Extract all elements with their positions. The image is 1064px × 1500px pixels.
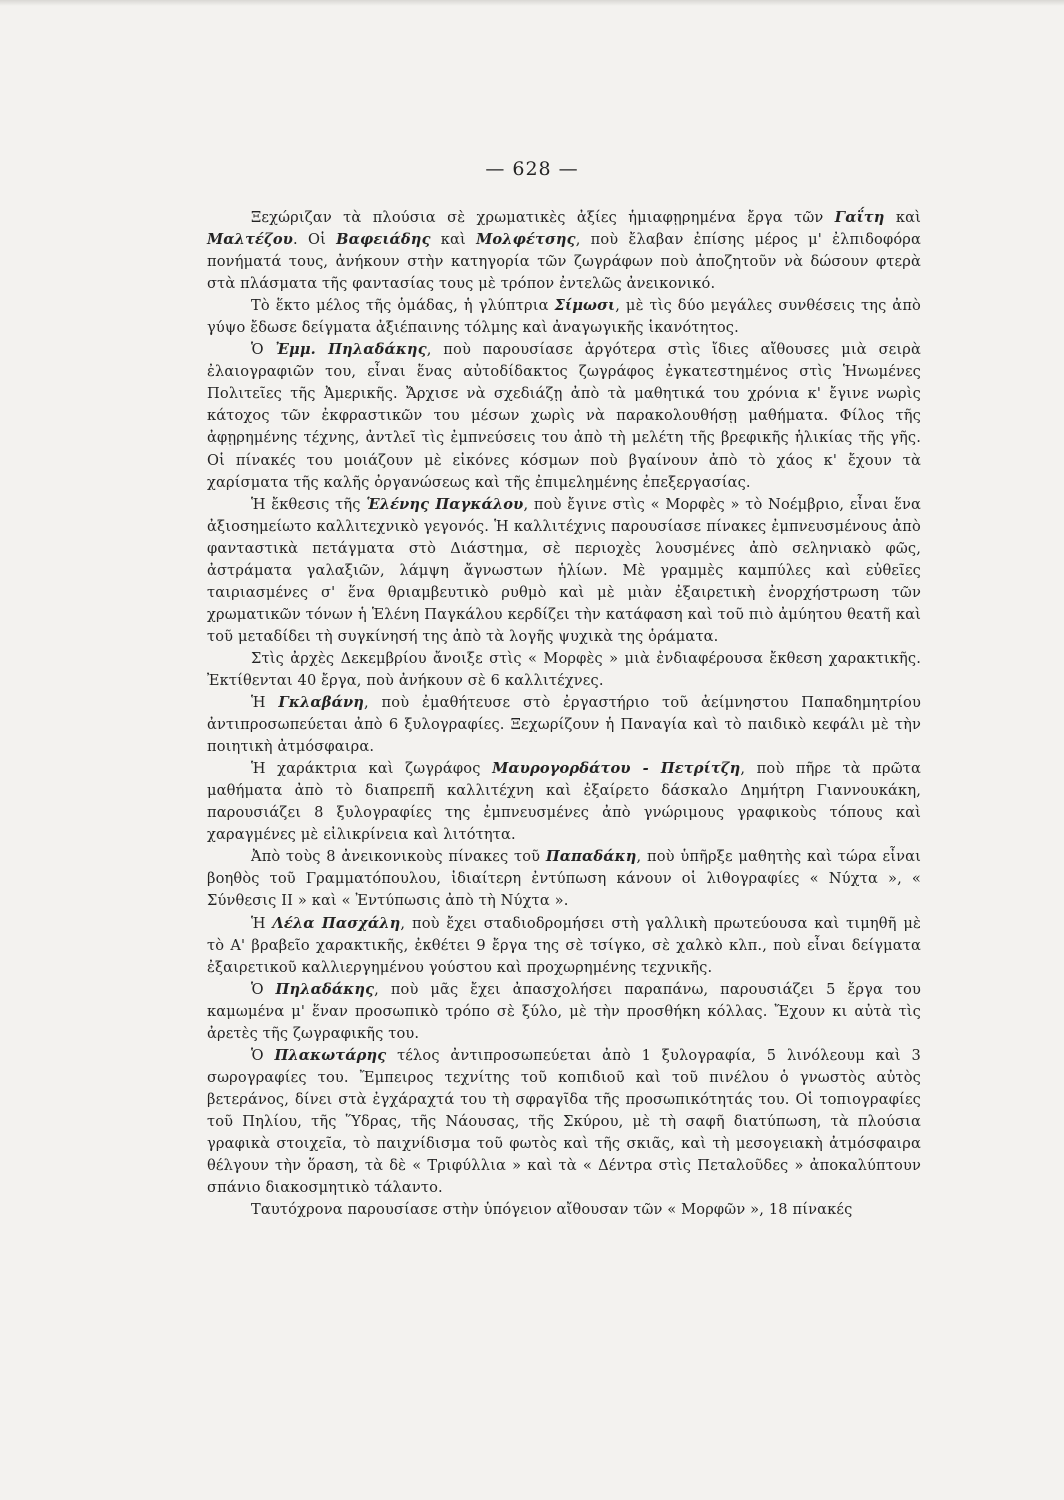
text-run: , ποὺ παρουσίασε ἀργότερα στὶς ἴδιες αἴθουσες μιὰ σειρὰ ἐλαιογραφιῶν του, εἶναι ἕνας αὐτοδίδακτος ζωγράφος ἐγκατεστημένος στὶς Ἡνωμένες Πολιτεῖες τῆς Ἀμερικῆς. Ἄρχισε νὰ σχεδιάζῃ ἀπὸ τὰ μαθητικά του χρόνια κ' ἔγινε νωρὶς κάτοχος τῶν ἐκφραστικῶν του μέσων χωρὶς νὰ παρακολουθήσῃ μαθήματα. Φίλος τῆς ἀφῃρημένης τέχνης, ἀντλεῖ τὶς ἐμπνεύσεις του ἀπὸ τὴ μελέτη τῆς βρεφικῆς ἡλικίας τῆς γῆς. Οἱ πίνακές του μοιάζουν μὲ εἰκόνες κόσμων ποὺ βγαίνουν ἀπὸ τὸ χάος κ' ἔχουν τὰ χαρίσματα τῆς καλῆς ὀργανώσεως καὶ τῆς ἐπιμελημένης ἐπεξεργασίας. <box>207 341 921 491</box>
paragraph-p5 <box>207 648 921 692</box>
text-run: Ἡ χαράκτρια καὶ ζωγράφος <box>251 760 493 778</box>
text-run: καὶ <box>884 209 921 226</box>
text-run: , ποὺ ἔγινε στὶς « Μορφὲς » τὸ Νοέμβριο, εἶναι ἕνα ἀξιοσημείωτο καλλιτεχνικὸ γεγονός. Ἡ καλλιτέχνις παρουσίασε πίνακες ἐμπνευσμένους ἀπὸ φανταστικὰ πετάγματα στὸ Διάστημα, σὲ περιοχὲς λουσμένες ἀπὸ σεληνιακὸ φῶς, ἀστράματα γαλαξιῶν, λάμψη ἄγνωστων ἡλίων. Μὲ γραμμὲς καμπύλες καὶ εὐθεῖες ταιριασμένες σ' ἕνα θριαμβευτικὸ ρυθμὸ καὶ μὲ μιὰν ἐξαιρετικὴ ἐνορχήστρωση τῶν χρωματικῶν τόνων ἡ Ἑλένη Παγκάλου κερδίζει τὴν κατάφαση καὶ τοῦ πιὸ ἀμύητου θεατῆ καὶ τοῦ μεταδίδει τὴ συγκίνησή της ἀπὸ τὰ λογῆς ψυχικὰ της ὁράματα. <box>207 495 922 645</box>
text-run: Ταυτόχρονα παρουσίασε στὴν ὑπόγειον αἴθουσαν τῶν « Μορφῶν », 18 πίνακές <box>251 1201 853 1219</box>
text-run: , ποὺ ἐμαθήτευσε στὸ ἐργαστήριο τοῦ ἀείμνηστου Παπαδημητρίου ἀντιπροσωπεύεται ἀπὸ 6 ξυλογραφίες. Ξεχωρίζουν ἡ Παναγία καὶ τὸ παιδικὸ κεφάλι μὲ τὴν ποιητικὴ ἀτμόσφαιρα. <box>207 694 922 756</box>
paragraph-p10 <box>207 979 921 1045</box>
artist-name: Ἑλένης Παγκάλου <box>366 495 524 513</box>
artist-name: Ἐμμ. Πηλαδάκης <box>275 341 427 359</box>
text-run: Ἡ <box>251 914 273 932</box>
paragraph-p12 <box>207 1199 921 1221</box>
text-run: , ποὺ ἔλαβαν ἐπίσης μέρος μ' ἐλπιδοφόρα πονήματά τους, ἀνήκουν στὴν κατηγορία τῶν ζωγράφων ποὺ ἀποζητοῦν νὰ δώσουν φτερὰ στὰ πλάσματα τῆς φαντασίας τους μὲ τρόπον ἐντελῶς ἀνεικονικό. <box>207 231 922 293</box>
text-run: Ὁ <box>251 341 276 359</box>
artist-name: Μολφέτσης <box>476 231 576 249</box>
text-run: Στὶς ἀρχὲς Δεκεμβρίου ἄνοιξε στὶς « Μορφὲς » μιὰ ἐνδιαφέρουσα ἔκθεση χαρακτικῆς. Ἐκτίθενται 40 ἔργα, ποὺ ἀνήκουν σὲ 6 καλλιτέχνες. <box>207 649 921 689</box>
text-run: . Οἱ <box>293 231 337 249</box>
page-number: — 628 — <box>485 158 579 180</box>
artist-name: Λέλα Πασχάλη <box>272 914 401 932</box>
artist-name: Μαυρογορδάτου - Πετρίτζη <box>492 760 741 778</box>
artist-name: Παπαδάκη <box>545 848 637 866</box>
artist-name: Γαΐτη <box>834 209 885 226</box>
page-top-edge <box>0 0 1064 6</box>
text-run: , μὲ τὶς δύο μεγάλες συνθέσεις της ἀπὸ γύψο ἔδωσε δείγματα ἀξιέπαινης τόλμης καὶ ἀναγωγικῆς ἱκανότητος. <box>207 297 921 337</box>
text-run: Ὁ <box>251 1046 275 1064</box>
text-run: Ἀπὸ τοὺς 8 ἀνεικονικοὺς πίνακες τοῦ <box>251 848 546 866</box>
paragraph-p11 <box>207 1045 921 1199</box>
text-run: καὶ <box>430 231 477 249</box>
text-run: , ποὺ ὑπῆρξε μαθητὴς καὶ τώρα εἶναι βοηθὸς τοῦ Γραμματόπουλου, ἰδιαίτερη ἐντύπωση κάνουν οἱ λιθογραφίες « Νύχτα », « Σύνθεσις ΙΙ » καὶ « Ἐντύπωσις ἀπὸ τὴ Νύχτα ». <box>207 848 921 910</box>
paragraph-p2 <box>207 295 921 339</box>
text-run: Ἡ <box>251 694 279 712</box>
artist-name: Σίμωσι <box>554 297 616 315</box>
artist-name: Γκλαβάνη <box>278 694 365 712</box>
text-run: , ποὺ μᾶς ἔχει ἀπασχολήσει παραπάνω, παρουσιάζει 5 ἔργα του καμωμένα μ' ἕναν προσωπικὸ τρόπο σὲ ξύλο, μὲ τὴν προσθήκη κόλλας. Ἔχουν κι αὐτὰ τὶς ἀρετὲς τῆς ζωγραφικῆς του. <box>207 980 921 1042</box>
paragraph-p8 <box>207 846 921 912</box>
text-run: τέλος ἀντιπροσωπεύεται ἀπὸ 1 ξυλογραφία, 5 λινόλεουμ καὶ 3 σωρογραφίες του. Ἔμπειρος τεχνίτης τοῦ κοπιδιοῦ καὶ τοῦ πινέλου ὁ γνωστὸς αὐτὸς βετεράνος, δίνει στὰ ἐγχάραχτά του τὴ σφραγῖδα τῆς προσωπικότητάς του. Οἱ τοπιογραφίες τοῦ Πηλίου, τῆς Ὕδρας, τῆς Νάουσας, τῆς Σκύρου, μὲ τὴ σαφῆ διατύπωση, τὰ πλούσια γραφικὰ στοιχεῖα, τὸ παιχνίδισμα τοῦ φωτὸς καὶ τῆς σκιᾶς, καὶ τὴ μεσογειακὴ ἀτμόσφαιρα θέλγουν τὴν ὅραση, τὰ δὲ « Τριφύλλια » καὶ τὰ « Δέντρα στὶς Πεταλοῦδες » ἀποκαλύπτουν σπάνιο διακοσμητικὸ τάλαντο. <box>207 1046 921 1197</box>
artist-name: Μαλτέζου <box>207 231 294 249</box>
body-text <box>207 207 921 1221</box>
text-run: Ξεχώριζαν τὰ πλούσια σὲ χρωματικὲς ἀξίες ἡμιαφῃρημένα ἔργα τῶν <box>251 209 835 226</box>
paragraph-p4 <box>207 494 921 648</box>
text-run: Ὁ <box>251 980 276 998</box>
text-run: , ποὺ ἔχει σταδιοδρομήσει στὴ γαλλικὴ πρωτεύουσα καὶ τιμηθῆ μὲ τὸ Α' βραβεῖο χαρακτικῆς, ἐκθέτει 9 ἔργα της σὲ τσίγκο, σὲ χαλκὸ κλπ., ποὺ εἶναι δείγματα ἐξαιρετικοῦ καλλιεργημένου γούστου καὶ προχωρημένης τεχνικῆς. <box>207 914 922 976</box>
text-run: Τὸ ἕκτο μέλος τῆς ὁμάδας, ἡ γλύπτρια <box>251 297 555 315</box>
text-run: , ποὺ πῆρε τὰ πρῶτα μαθήματα ἀπὸ τὸ διαπρεπῆ καλλιτέχνη καὶ ἐξαίρετο δάσκαλο Δημήτρη Γιαννουκάκη, παρουσιάζει 8 ξυλογραφίες της ἐμπνευσμένες ἀπὸ γνώριμους γραφικοὺς τόπους καὶ χαραγμένες μὲ εἰλικρίνεια καὶ λιτότητα. <box>207 760 921 844</box>
artist-name: Βαφειάδης <box>336 231 431 249</box>
artist-name: Πλακωτάρης <box>274 1046 387 1064</box>
paragraph-p9 <box>207 913 921 979</box>
paragraph-p1 <box>207 207 921 295</box>
artist-name: Πηλαδάκης <box>275 980 375 998</box>
paragraph-p7 <box>207 758 921 846</box>
paragraph-p6 <box>207 692 921 758</box>
text-run: Ἡ ἔκθεσις τῆς <box>251 495 367 513</box>
paragraph-p3 <box>207 339 921 493</box>
